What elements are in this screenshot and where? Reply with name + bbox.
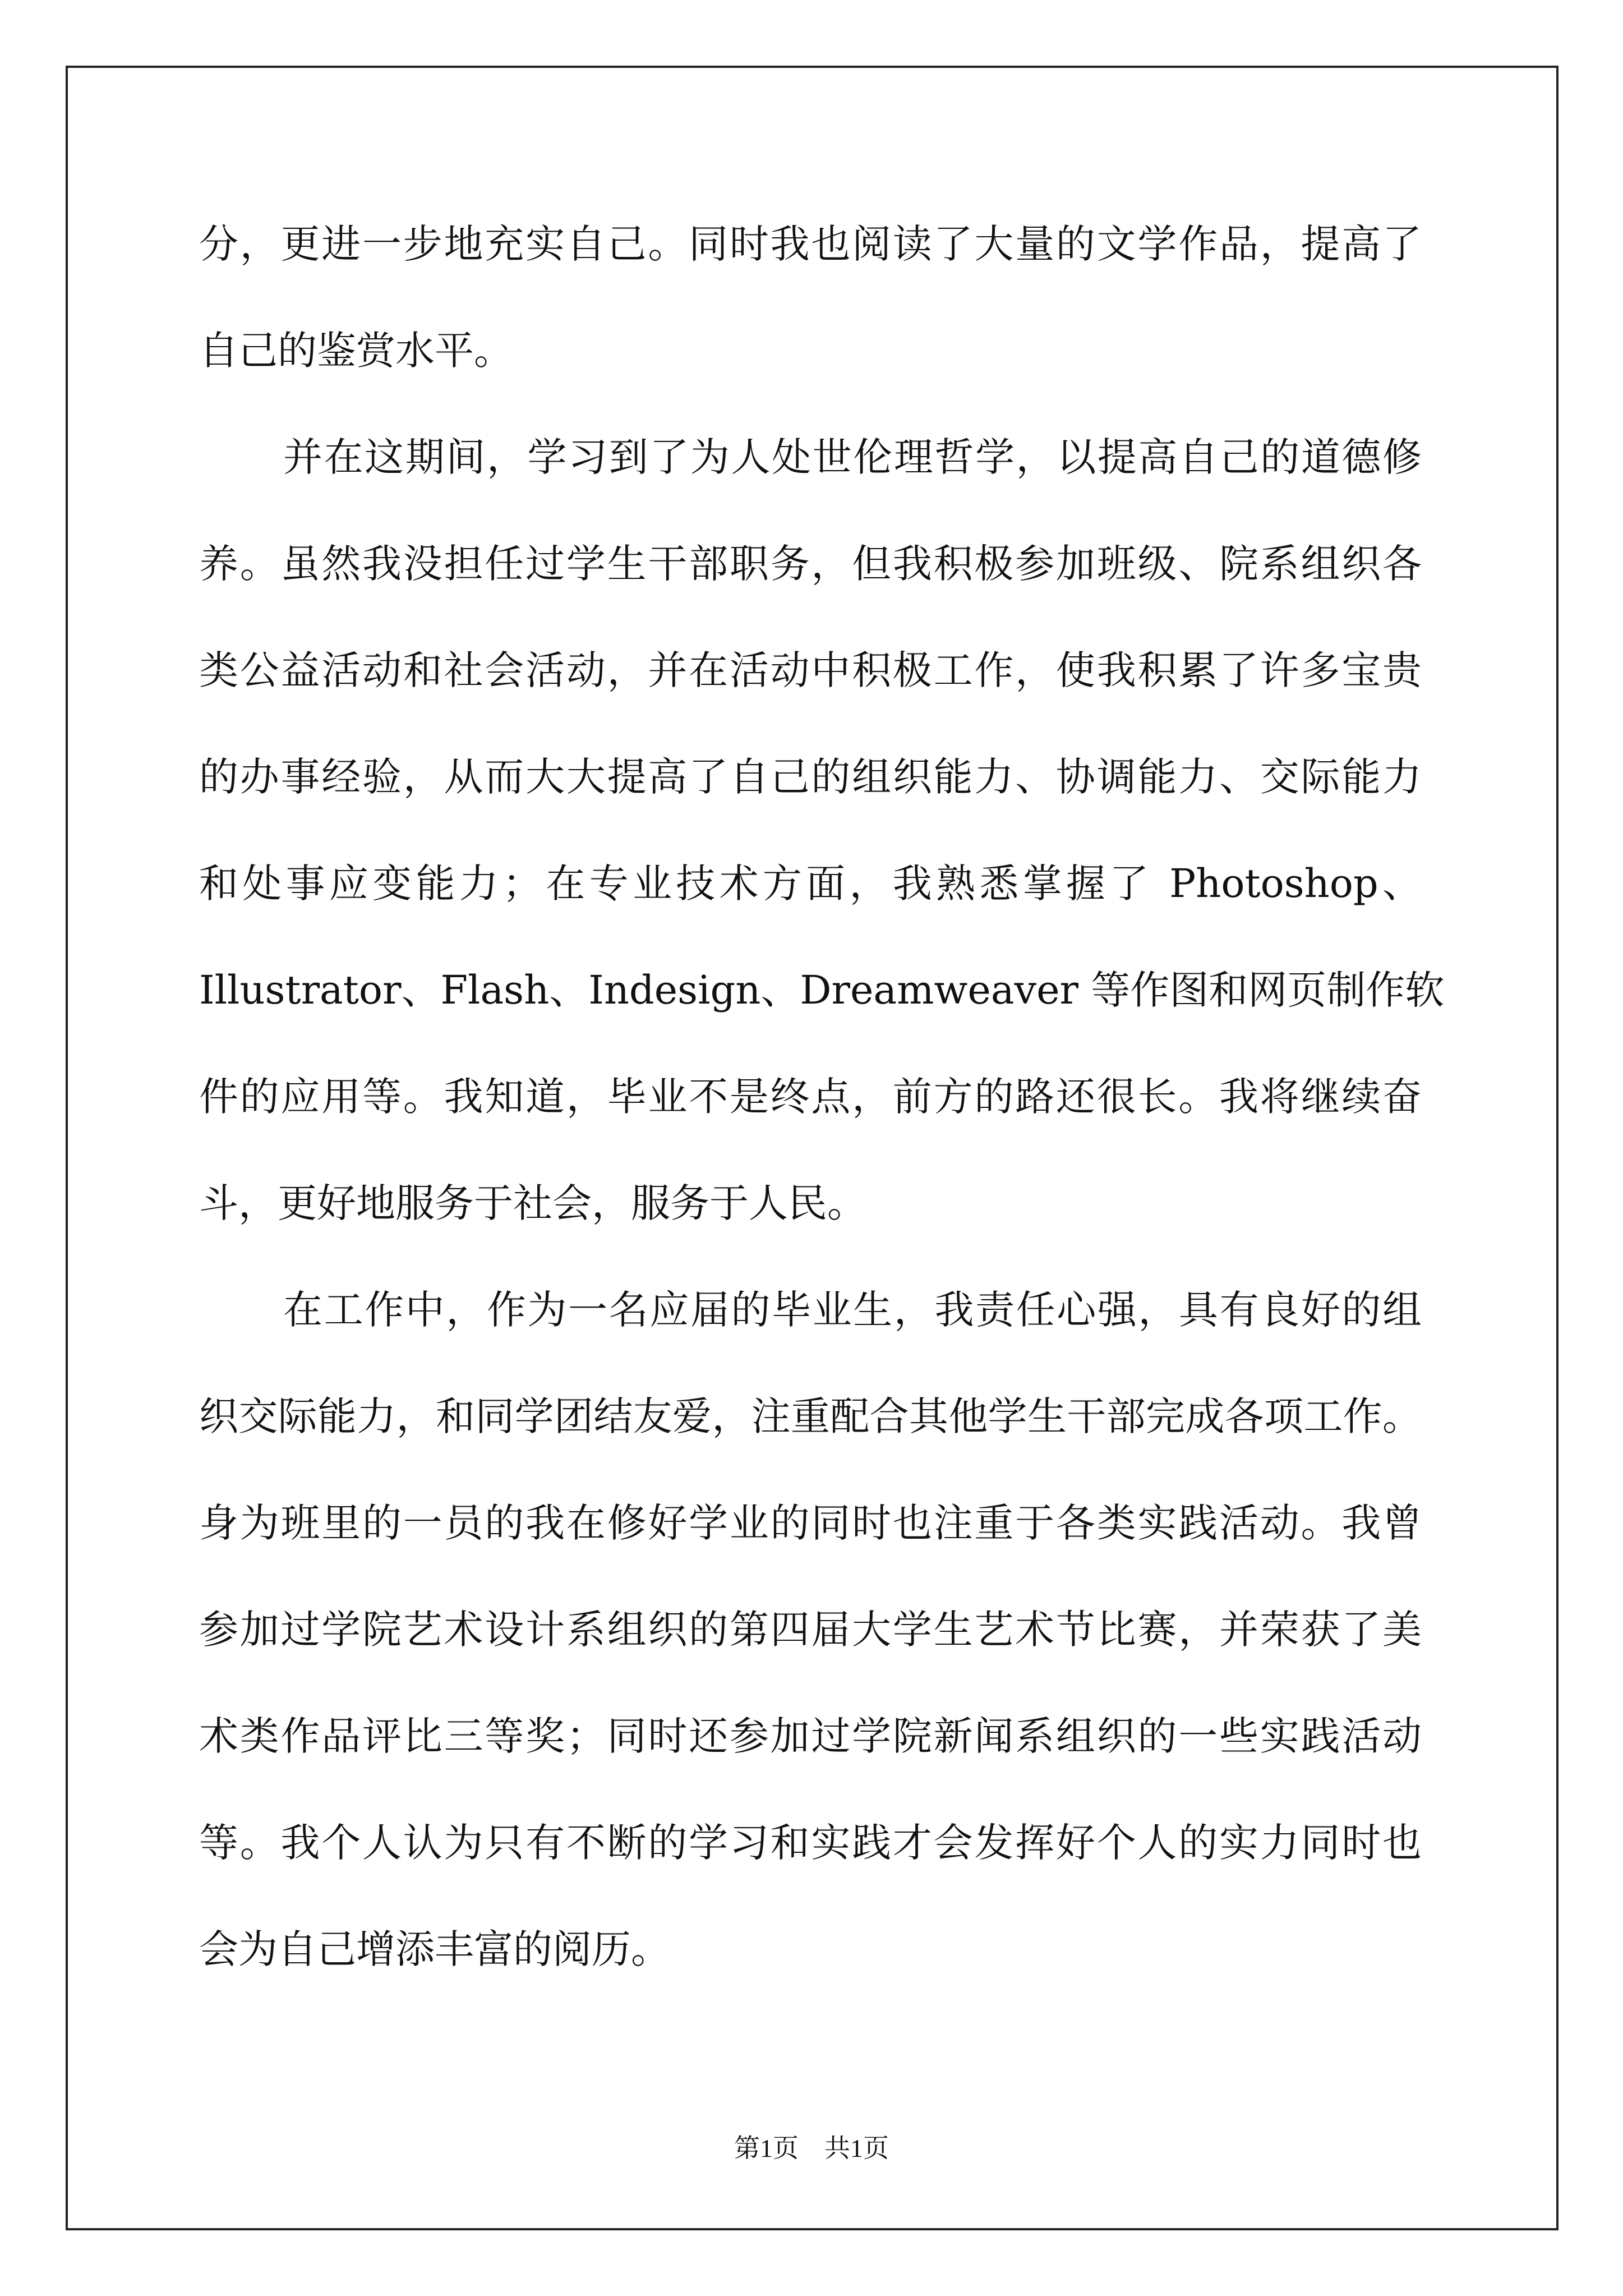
page-footer bbox=[0, 2132, 1623, 2165]
paragraph-3-line-6: 等。我个人认为只有不断的学习和实践才会发挥好个人的实力同时也 bbox=[199, 1820, 1422, 1866]
paragraph-2-line-4: 的办事经验，从而大大提高了自己的组织能力、协调能力、交际能力 bbox=[199, 754, 1422, 800]
paragraph-1-line-2: 自己的鉴赏水平。 bbox=[199, 328, 513, 374]
paragraph-1-line-1: 分，更进一步地充实自己。同时我也阅读了大量的文学作品，提高了 bbox=[199, 221, 1422, 267]
paragraph-3-line-1: 在工作中，作为一名应届的毕业生，我责任心强，具有良好的组 bbox=[283, 1287, 1422, 1333]
paragraph-2-line-7: 件的应用等。我知道，毕业不是终点，前方的路还很长。我将继续奋 bbox=[199, 1074, 1422, 1120]
paragraph-3-line-4: 参加过学院艺术设计系组织的第四届大学生艺术节比赛，并荣获了美 bbox=[199, 1607, 1422, 1653]
paragraph-2-line-2: 养。虽然我没担任过学生干部职务，但我积极参加班级、院系组织各 bbox=[199, 541, 1422, 587]
paragraph-2-line-5: 和处事应变能力；在专业技术方面，我熟悉掌握了 Photoshop、 bbox=[199, 861, 1422, 907]
paragraph-3-line-7: 会为自己增添丰富的阅历。 bbox=[199, 1926, 670, 1972]
page-number-label: 第1页 共1页 bbox=[734, 2134, 889, 2162]
paragraph-2-line-6: Illustrator、Flash、Indesign、Dreamweaver 等作图和网页制作软 bbox=[199, 967, 1445, 1013]
paragraph-2-line-3: 类公益活动和社会活动，并在活动中积极工作，使我积累了许多宝贵 bbox=[199, 647, 1422, 693]
paragraph-3-line-3: 身为班里的一员的我在修好学业的同时也注重于各类实践活动。我曾 bbox=[199, 1500, 1422, 1546]
paragraph-2-line-8: 斗，更好地服务于社会，服务于人民。 bbox=[199, 1180, 866, 1226]
document-body bbox=[199, 205, 1445, 2017]
paragraph-3-line-5: 术类作品评比三等奖；同时还参加过学院新闻系组织的一些实践活动 bbox=[199, 1713, 1422, 1759]
paragraph-2-line-1: 并在这期间，学习到了为人处世伦理哲学，以提高自己的道德修 bbox=[283, 434, 1422, 480]
paragraph-3-line-2: 织交际能力，和同学团结友爱，注重配合其他学生干部完成各项工作。 bbox=[199, 1393, 1422, 1439]
